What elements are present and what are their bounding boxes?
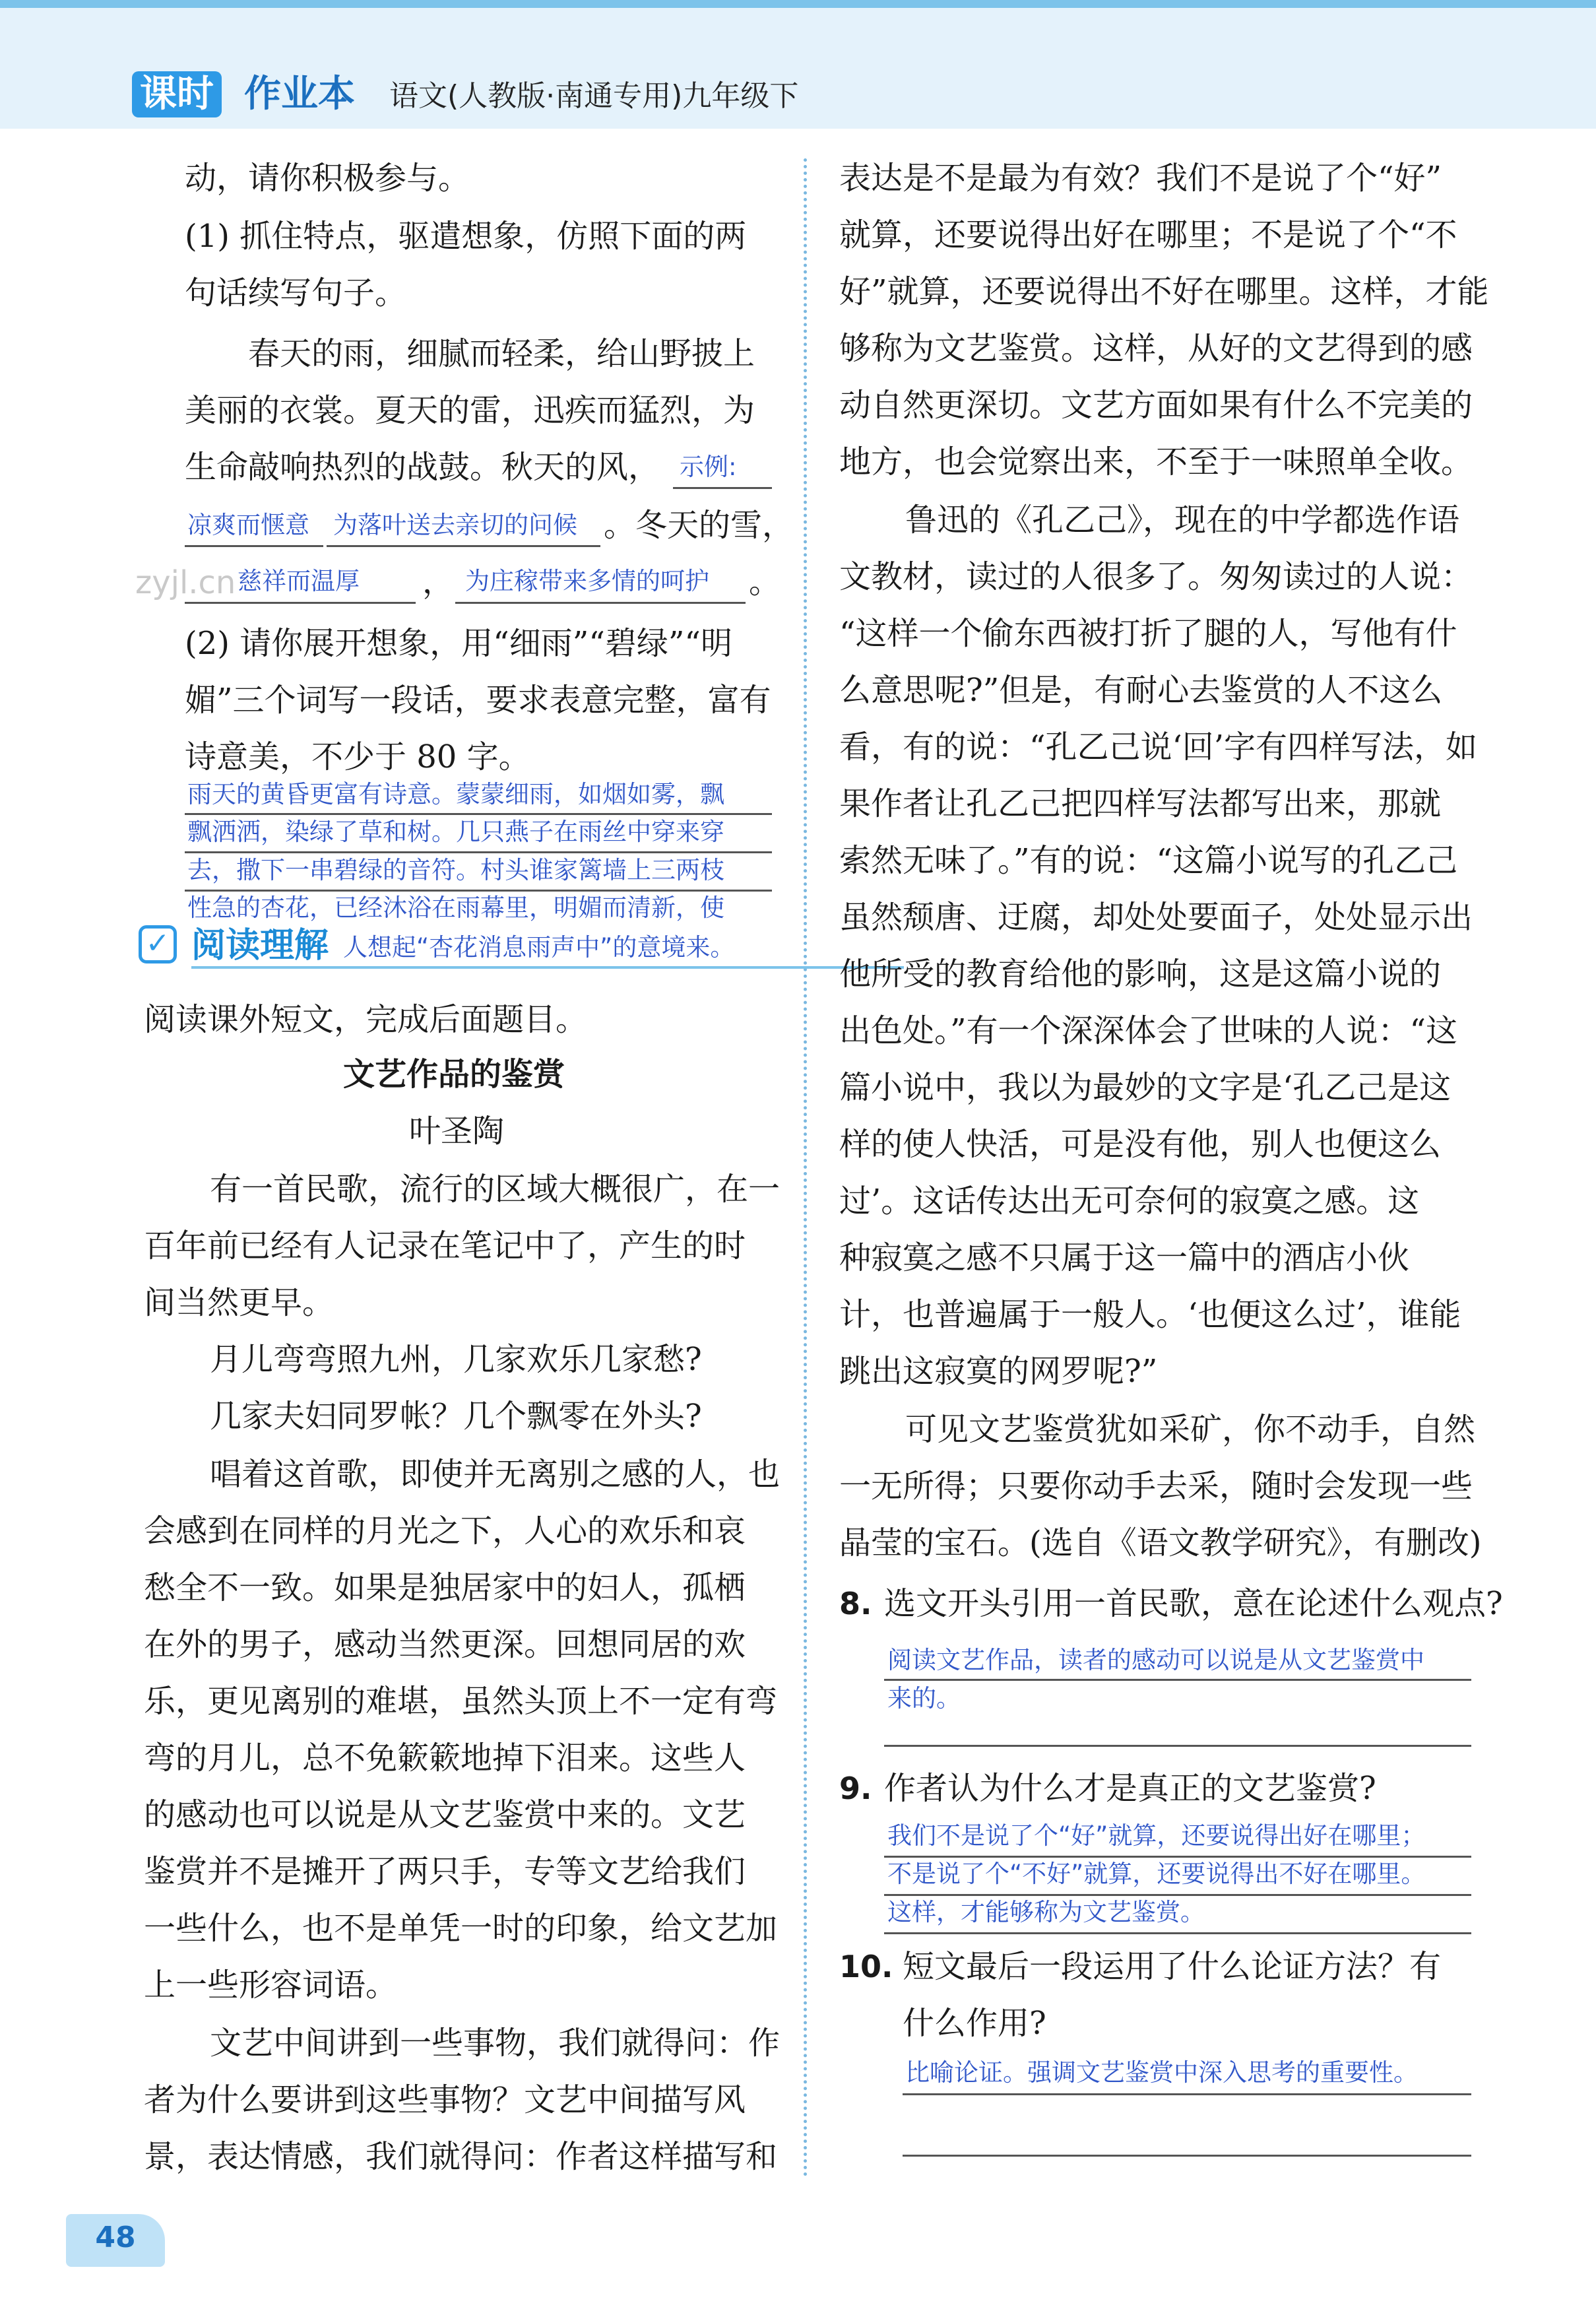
body-line: 乐，更见离别的难堪，虽然头顶上不一定有弯: [144, 1683, 778, 1720]
answer-underline: [884, 1856, 1471, 1858]
body-line: 鉴赏并不是摊开了两只手，专等文艺给我们: [144, 1853, 746, 1890]
answer-line: 性急的杏花，已经沐浴在雨幕里，明媚而清新，使: [187, 894, 724, 922]
body-line: 在外的男子，感动当然更深。回想同居的欢: [144, 1626, 746, 1663]
answer-underline: [185, 813, 772, 815]
body-line: 者为什么要讲到这些事物？文艺中间描写风: [144, 2081, 746, 2118]
instruction: 阅读课外短文，完成后面题目。: [144, 1001, 588, 1038]
body-line: 虽然颓唐、迂腐，却处处要面子，处处显示出: [839, 899, 1473, 936]
answer-blank: 示例:: [680, 453, 737, 481]
checkmark-icon: ✓: [139, 925, 177, 963]
comma: ，: [422, 564, 455, 601]
answer-underline: [884, 1894, 1471, 1896]
answer-line: 飘洒洒，染绿了草和树。几只燕子在雨丝中穿来穿: [187, 818, 724, 846]
body-line: 篇小说中，我以为最妙的文字是‘孔乙己是这: [839, 1069, 1452, 1106]
body-line: 鲁迅的《孔乙己》，现在的中学都选作语: [905, 502, 1460, 538]
body-line: 愁全不一致。如果是独居家中的妇人，孤栖: [144, 1569, 746, 1606]
body-line: 文教材，读过的人很多了。匆匆读过的人说：: [839, 558, 1473, 595]
body-line: 索然无味了。”有的说：“这篇小说写的孔乙己: [839, 842, 1458, 879]
answer-line: 比喻论证。强调文艺鉴赏中深入思考的重要性。: [905, 2058, 1418, 2087]
blank-underline: [327, 545, 600, 547]
body-line: 会感到在同样的月光之下，人心的欢乐和哀: [144, 1513, 746, 1550]
example-line: 美丽的衣裳。夏天的雷，迅疾而猛烈，为: [185, 392, 755, 429]
blank-underline: [455, 602, 746, 604]
blank-underline: [673, 487, 772, 489]
body-line: 他所受的教育给他的影响，这是这篇小说的: [839, 956, 1442, 993]
body-line: 唱着这首歌，即使并无离别之感的人，也: [210, 1456, 781, 1493]
answer-underline: [884, 1679, 1471, 1681]
body-line: 一无所得；只要你动手去采，随时会发现一些: [839, 1468, 1473, 1505]
answer-line: 这样，才能够称为文艺鉴赏。: [887, 1898, 1205, 1926]
winter-text: 。冬天的雪，: [604, 507, 794, 544]
page-number-badge: [66, 2214, 165, 2267]
body-line: “这样一个偷东西被打折了腿的人，写他有什: [839, 615, 1457, 652]
section-title: 阅读理解: [191, 926, 329, 965]
answer-line: 雨天的黄昏更富有诗意。蒙蒙细雨，如烟如雾，飘: [187, 780, 724, 808]
answer-underline: [884, 1745, 1471, 1747]
body-line: 么意思呢?”但是，有耐心去鉴赏的人不这么: [839, 672, 1443, 709]
body-line: 可见文艺鉴赏犹如采矿，你不动手，自然: [905, 1411, 1476, 1448]
answer-line: 来的。: [887, 1684, 961, 1713]
intro-text: 动，请你积极参与。: [185, 160, 470, 197]
answer-blank: 为落叶送去亲切的问候: [333, 511, 577, 539]
body-line: 种寂寞之感不只属于这一篇中的酒店小伙: [839, 1239, 1410, 1276]
body-line: 够称为文艺鉴赏。这样，从好的文艺得到的感: [839, 330, 1473, 367]
answer-line: 我们不是说了个“好”就算，还要说得出好在哪里；: [887, 1821, 1426, 1850]
answer-underline: [185, 890, 772, 892]
question-number: 8.: [839, 1586, 872, 1621]
example-line: 生命敲响热烈的战鼓。秋天的风，: [185, 449, 660, 486]
watermark: zyjl.cn: [135, 564, 236, 601]
brand-logo: 课时: [132, 71, 222, 117]
answer-line: 阅读文艺作品，读者的感动可以说是从文艺鉴赏中: [887, 1646, 1424, 1674]
body-line: 有一首民歌，流行的区域大概很广，在一: [210, 1171, 781, 1208]
body-line: 看，有的说：“孔乙己说‘回’字有四样写法，如: [839, 729, 1478, 766]
page-header: [0, 0, 1596, 129]
body-line: 地方，也会觉察出来，不至于一味照单全收。: [839, 443, 1473, 480]
body-line: 弯的月儿，总不免簌簌地掉下泪来。这些人: [144, 1740, 746, 1777]
task2-line: 媚”三个词写一段话，要求表意完整，富有: [185, 682, 771, 719]
body-line: 上一些形容词语。: [144, 1967, 398, 2004]
answer-line: 人想起“杏花消息雨声中”的意境来。: [343, 933, 735, 962]
body-line: 的感动也可以说是从文艺鉴赏中来的。文艺: [144, 1796, 746, 1833]
answer-blank: 凉爽而惬意: [187, 511, 309, 539]
body-line: 百年前已经有人记录在笔记中了，产生的时: [144, 1227, 746, 1264]
article-author: 叶圣陶: [409, 1113, 505, 1150]
poem-line: 月儿弯弯照九州，几家欢乐几家愁?: [210, 1341, 702, 1378]
blank-underline: [185, 602, 416, 604]
body-line: 过’。这话传达出无可奈何的寂寞之感。这: [839, 1183, 1420, 1220]
blank-underline: [185, 545, 323, 547]
body-line: 样的使人快活，可是没有他，别人也便这么: [839, 1126, 1442, 1163]
body-line: 动自然更深切。文艺方面如果有什么不完美的: [839, 387, 1473, 424]
answer-blank: 慈祥而温厚: [238, 567, 360, 595]
body-line: 间当然更早。: [144, 1284, 335, 1321]
body-line: 文艺中间讲到一些事物，我们就得问：作: [210, 2025, 781, 2062]
body-line: 表达是不是最为有效？我们不是说了个“好”: [839, 160, 1442, 197]
question-number: 10.: [839, 1949, 893, 1984]
banner-underline: [191, 966, 904, 969]
body-line: 就算，还要说得出好在哪里；不是说了个“不: [839, 216, 1457, 253]
poem-line: 几家夫妇同罗帐？几个飘零在外头?: [210, 1398, 702, 1435]
answer-underline: [903, 2155, 1471, 2157]
body-line: 一些什么，也不是单凭一时的印象，给文艺加: [144, 1910, 778, 1947]
answer-underline: [185, 851, 772, 853]
body-line: 跳出这寂寞的网罗呢?”: [839, 1353, 1158, 1390]
subject-title: 语文(人教版·南通专用)九年级下: [389, 79, 799, 113]
brand-logo-text: 作业本: [244, 73, 355, 115]
question-text: 作者认为什么才是真正的文艺鉴赏?: [884, 1770, 1376, 1807]
body-line: 景，表达情感，我们就得问：作者这样描写和: [144, 2138, 778, 2175]
answer-blank: 为庄稼带来多情的呵护: [465, 567, 709, 595]
question-text: 选文开头引用一首民歌，意在论述什么观点?: [884, 1585, 1503, 1622]
body-line: 晶莹的宝石。(选自《语文教学研究》，有删改): [839, 1524, 1482, 1561]
task2-line: (2) 请你展开想象，用“细雨”“碧绿”“明: [185, 625, 732, 662]
period: 。: [749, 564, 781, 601]
task2-line: 诗意美，不少于 80 字。: [185, 738, 530, 775]
header-band: [0, 0, 1596, 8]
task1-line: 句话续写句子。: [185, 275, 407, 311]
page-number: 48: [95, 2221, 136, 2254]
body-line: 果作者让孔乙己把四样写法都写出来，那就: [839, 785, 1442, 822]
answer-underline: [884, 1932, 1471, 1934]
answer-underline: [903, 2093, 1471, 2095]
example-line: 春天的雨，细腻而轻柔，给山野披上: [248, 335, 755, 372]
body-line: 出色处。”有一个深深体会了世味的人说：“这: [839, 1012, 1458, 1049]
question-number: 9.: [839, 1771, 872, 1806]
answer-line: 不是说了个“不好”就算，还要说得出不好在哪里。: [887, 1860, 1426, 1888]
question-text: 什么作用?: [903, 2005, 1046, 2042]
body-line: 计，也普遍属于一般人。‘也便这么过’，谁能: [839, 1296, 1461, 1333]
answer-line: 去，撒下一串碧绿的音符。村头谁家篱墙上三两枝: [187, 856, 724, 884]
task1-line: (1) 抓住特点，驱遣想象，仿照下面的两: [185, 218, 747, 255]
article-title: 文艺作品的鉴赏: [343, 1056, 565, 1093]
body-line: 好”就算，还要说得出不好在哪里。这样，才能: [839, 273, 1489, 310]
question-text: 短文最后一段运用了什么论证方法？有: [903, 1948, 1442, 1985]
column-divider: [804, 158, 807, 2178]
